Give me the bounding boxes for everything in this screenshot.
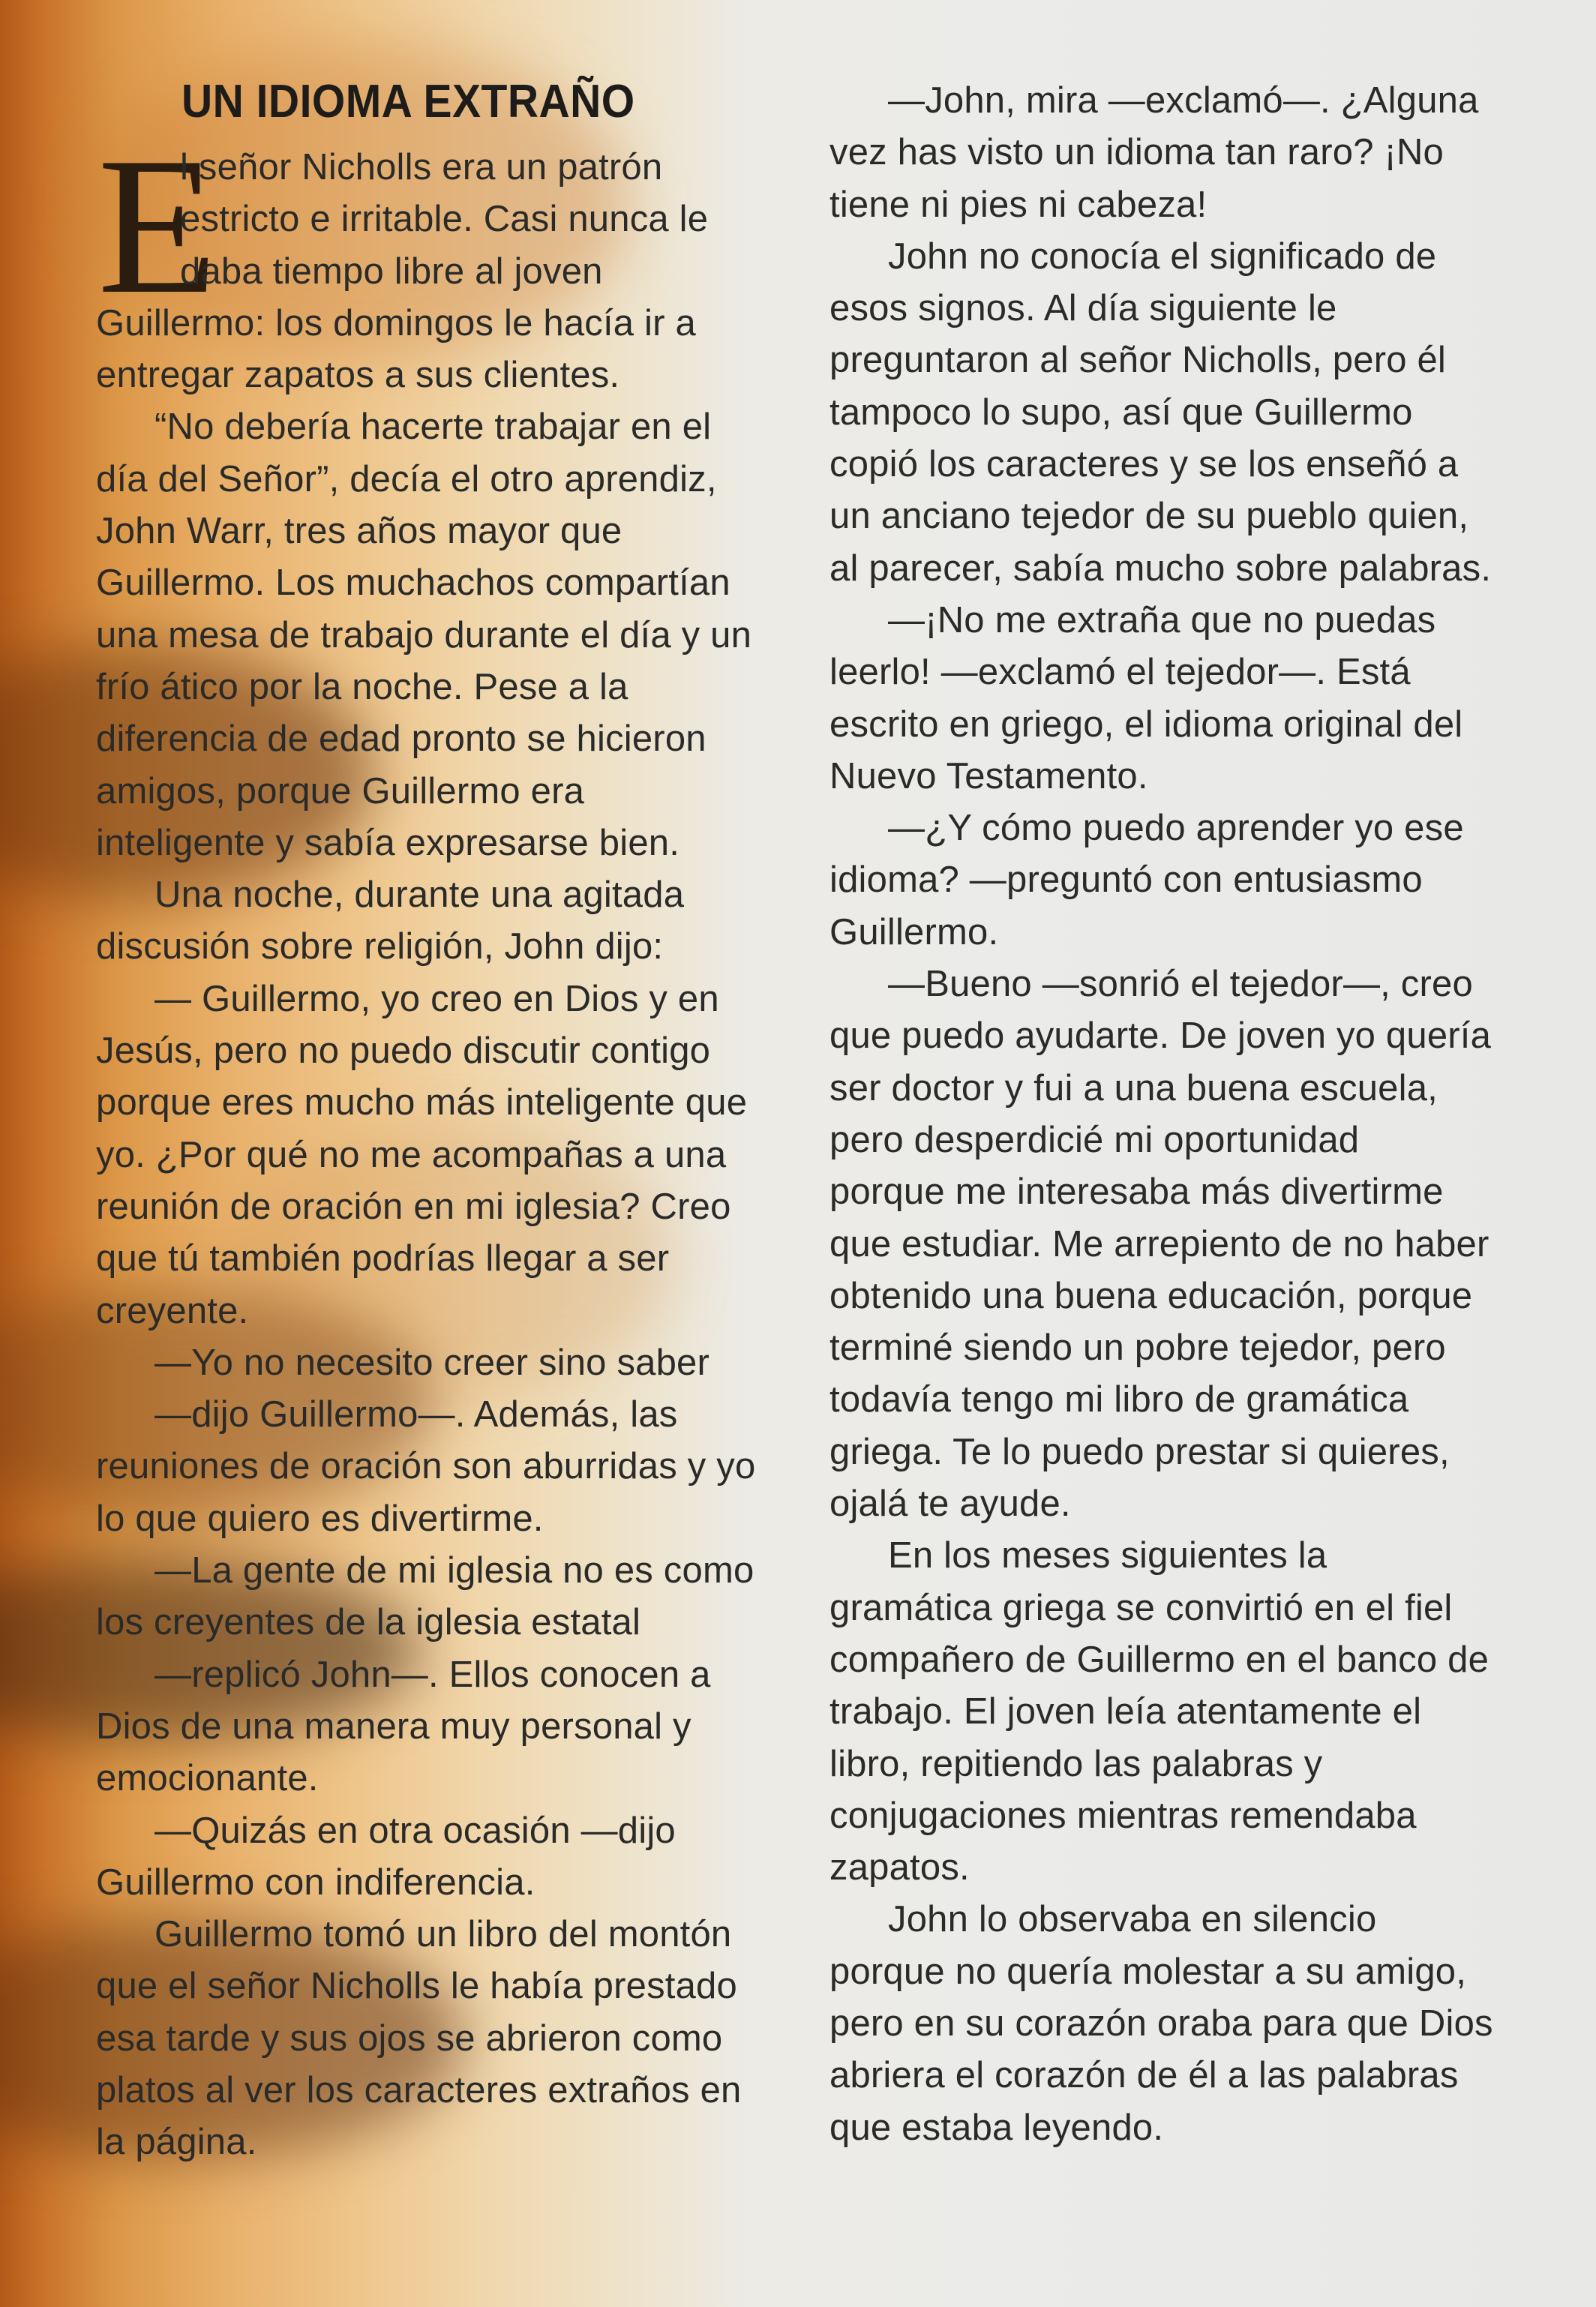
text-line: Guillermo. Los muchachos compartían [96, 562, 730, 604]
text-line: trabajo. El joven leía atentamente el [830, 1691, 1422, 1732]
text-line: En los meses siguientes la [888, 1535, 1328, 1576]
text-line: pero desperdicié mi oportunidad [830, 1119, 1360, 1160]
text-line: reuniones de oración son aburridas y yo [96, 1446, 756, 1487]
text-line: día del Señor”, decía el otro aprendiz, [96, 458, 717, 500]
text-line: compañero de Guillermo en el banco de [830, 1639, 1490, 1680]
drop-cap: E [98, 117, 218, 334]
text-line: todavía tengo mi libro de gramática [830, 1379, 1409, 1420]
text-line: discusión sobre religión, John dijo: [96, 926, 664, 968]
text-line: los creyentes de la iglesia estatal [96, 1602, 641, 1643]
text-line: Una noche, durante una agitada [154, 874, 685, 916]
text-line: Guillermo con indiferencia. [96, 1862, 536, 1903]
text-line: —¿Y cómo puedo aprender yo ese [888, 808, 1464, 849]
text-line: preguntaron al señor Nicholls, pero él [830, 340, 1447, 381]
text-line: frío ático por la noche. Pese a la [96, 666, 628, 707]
text-line: Guillermo. [830, 911, 999, 952]
text-line: —Quizás en otra ocasión —dijo [154, 1810, 676, 1851]
text-line: leerlo! —exclamó el tejedor—. Está [830, 652, 1411, 693]
text-line: al parecer, sabía mucho sobre palabras. [830, 548, 1492, 589]
text-line: porque eres mucho más inteligente que [96, 1082, 748, 1124]
text-line: —La gente de mi iglesia no es como [154, 1550, 754, 1592]
text-line: —John, mira —exclamó—. ¿Alguna [888, 80, 1479, 121]
text-line: idioma? —preguntó con entusiasmo [830, 860, 1423, 901]
text-line: Nuevo Testamento. [830, 755, 1148, 796]
left-column [96, 117, 756, 2169]
text-line: terminé siendo un pobre tejedor, pero [830, 1328, 1446, 1369]
text-line: —Bueno —sonrió el tejedor—, creo [888, 964, 1473, 1005]
text-line: John no conocía el significado de [888, 236, 1437, 277]
article-title: UN IDIOMA EXTRAÑO [182, 76, 635, 128]
text-line: “No debería hacerte trabajar en el [154, 406, 712, 448]
text-line: lo que quiero es divertirme. [96, 1498, 544, 1539]
text-line: esa tarde y sus ojos se abrieron como [96, 2018, 723, 2059]
text-line: Guillermo tomó un libro del montón [154, 1914, 732, 1955]
text-line: zapatos. [830, 1847, 970, 1888]
text-line: abriera el corazón de él a las palabras [830, 2055, 1459, 2096]
text-line: Guillermo: los domingos le hacía ir a [96, 302, 696, 344]
text-line: gramática griega se convirtió en el fiel [830, 1587, 1453, 1628]
text-line: creyente. [96, 1290, 249, 1331]
text-line: diferencia de edad pronto se hicieron [96, 718, 706, 760]
text-line: Dios de una manera muy personal y [96, 1706, 692, 1747]
text-line: que estudiar. Me arrepiento de no haber [830, 1223, 1490, 1264]
text-line: un anciano tejedor de su pueblo quien, [830, 496, 1469, 537]
text-line: emocionante. [96, 1758, 319, 1799]
text-line: ser doctor y fui a una buena escuela, [830, 1067, 1438, 1108]
text-line: —¡No me extraña que no puedas [888, 599, 1436, 640]
text-line: estricto e irritable. Casi nunca le [180, 199, 709, 240]
text-line: Jesús, pero no puedo discutir contigo [96, 1030, 711, 1072]
text-line: —dijo Guillermo—. Además, las [154, 1394, 678, 1436]
text-line: John lo observaba en silencio [888, 1899, 1377, 1940]
text-line: —Yo no necesito creer sino saber [154, 1342, 710, 1383]
text-line: una mesa de trabajo durante el día y un [96, 614, 752, 656]
text-line: porque me interesaba más divertirme [830, 1172, 1444, 1213]
text-line: que el señor Nicholls le había prestado [96, 1966, 737, 2007]
text-line: vez has visto un idioma tan raro? ¡No [830, 132, 1444, 173]
text-line: tiene ni pies ni cabeza! [830, 184, 1208, 225]
text-line: ojalá te ayude. [830, 1484, 1071, 1525]
text-line: entregar zapatos a sus clientes. [96, 355, 620, 396]
text-line: escrito en griego, el idioma original del [830, 704, 1463, 745]
text-line: obtenido una buena educación, porque [830, 1275, 1473, 1316]
text-line: griega. Te lo puedo prestar si quieres, [830, 1431, 1450, 1472]
right-column [830, 75, 1493, 2154]
text-line: John Warr, tres años mayor que [96, 511, 622, 552]
text-line: porque no quería molestar a su amigo, [830, 1951, 1467, 1992]
text-line: inteligente y sabía expresarse bien. [96, 822, 680, 863]
text-line: amigos, porque Guillermo era [96, 770, 585, 812]
text-line: l señor Nicholls era un patrón [180, 147, 663, 188]
text-line: libro, repitiendo las palabras y [830, 1743, 1323, 1784]
text-line: que tú también podrías llegar a ser [96, 1238, 670, 1280]
text-line: —replicó John—. Ellos conocen a [154, 1654, 711, 1695]
text-line: platos al ver los caracteres extraños en [96, 2069, 742, 2110]
text-line: daba tiempo libre al joven [180, 250, 603, 292]
text-line: reunión de oración en mi iglesia? Creo [96, 1186, 731, 1227]
text-line: yo. ¿Por qué no me acompañas a una [96, 1134, 727, 1175]
text-line: conjugaciones mientras remendaba [830, 1795, 1417, 1836]
text-line: que puedo ayudarte. De joven yo quería [830, 1016, 1492, 1057]
text-line: esos signos. Al día siguiente le [830, 288, 1337, 329]
text-line: pero en su corazón oraba para que Dios [830, 2002, 1493, 2044]
text-line: — Guillermo, yo creo en Dios y en [154, 978, 719, 1019]
text-line: tampoco lo supo, así que Guillermo [830, 392, 1413, 433]
text-line: que estaba leyendo. [830, 2107, 1164, 2148]
text-line: la página. [96, 2122, 257, 2163]
text-line: copió los caracteres y se los enseñó a [830, 444, 1459, 485]
